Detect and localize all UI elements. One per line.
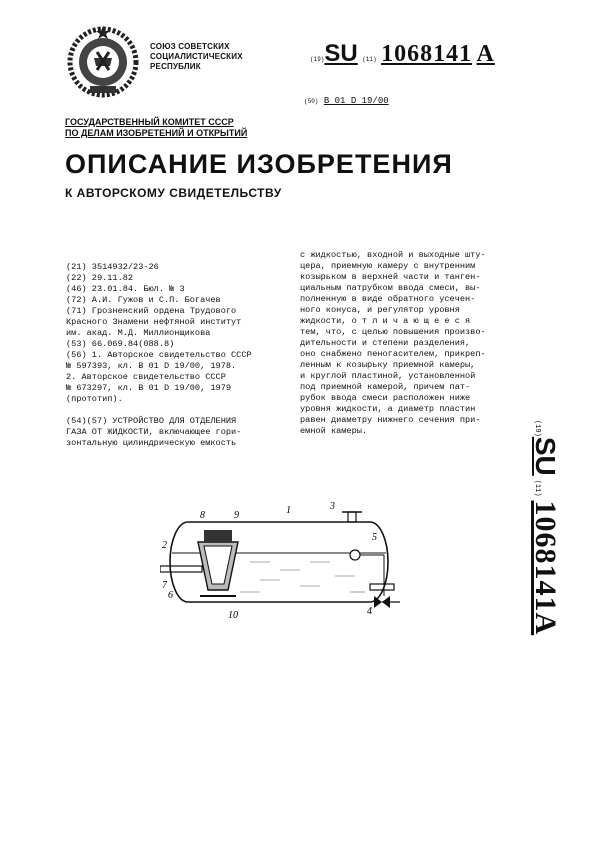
claim-line: ного конуса, и регулятор уровня xyxy=(300,305,460,315)
figure-label: 9 xyxy=(234,510,239,521)
claim-line: уровня жидкости, а диаметр пластин xyxy=(300,404,476,414)
country-code: SU xyxy=(530,436,561,476)
claim-line: ленным к козырьку приемной камеры, xyxy=(300,360,476,370)
country-code: SU xyxy=(324,40,358,67)
patent-kind: A xyxy=(529,612,562,636)
claim-line: козырьком в верхней части и танген- xyxy=(300,272,481,282)
patent-number: 1068141 xyxy=(381,41,473,67)
committee-line: ГОСУДАРСТВЕННЫЙ КОМИТЕТ СССР xyxy=(65,117,234,127)
union-line: СОЦИАЛИСТИЧЕСКИХ xyxy=(150,52,243,61)
biblio-line: Красного Знамени нефтяной институт xyxy=(66,317,242,327)
union-line: СОЮЗ СОВЕТСКИХ xyxy=(150,42,230,51)
inid-code-11: (11) xyxy=(362,56,377,63)
inlet-pipe xyxy=(160,566,202,572)
document-title: ОПИСАНИЕ ИЗОБРЕТЕНИЯ xyxy=(65,149,453,179)
vertical-patent-number xyxy=(522,420,582,700)
figure-label: 1 xyxy=(286,505,291,516)
foam-breaker xyxy=(204,530,232,542)
claim-line: рубок ввода смеси расположен ниже xyxy=(300,393,471,403)
biblio-line: зонтальную цилиндрическую емкость xyxy=(66,438,237,448)
inid-code-19: (19) xyxy=(533,420,541,437)
committee-line: ПО ДЕЛАМ ИЗОБРЕТЕНИЙ И ОТКРЫТИЙ xyxy=(65,128,248,138)
biblio-line: им. акад. М.Д. Миллионщикова xyxy=(66,328,211,338)
biblio-line: (22) 29.11.82 xyxy=(66,273,134,283)
claim-line: жидкости, о т л и ч а ю щ е е с я xyxy=(300,316,471,326)
biblio-line: № 673297, кл. B 01 D 19/00, 1979 xyxy=(66,383,232,393)
ussr-state-emblem-icon xyxy=(64,22,142,100)
claim-line: дительности и степени разделения, xyxy=(300,338,471,348)
claim-line: емной камеры. xyxy=(300,426,368,436)
biblio-line: 2. Авторское свидетельство СССР xyxy=(66,372,226,382)
patent-number-header xyxy=(310,40,495,68)
inid-code-50: (50) xyxy=(304,98,319,105)
patent-number: 1068141 xyxy=(529,500,562,613)
claim-line: полненную в виде обратного усечен- xyxy=(300,294,476,304)
ipc-classification xyxy=(304,96,389,106)
ipc-text: B 01 D 19/00 xyxy=(323,96,389,106)
union-name xyxy=(150,42,243,72)
level-regulator xyxy=(350,550,360,560)
claim-line: с жидкостью, входной и выходные шту- xyxy=(300,250,486,260)
biblio-line: (56) 1. Авторское свидетельство СССР xyxy=(66,350,252,360)
claim-line: оно снабжено пеногасителем, прикреп- xyxy=(300,349,486,359)
biblio-line xyxy=(66,405,252,416)
claim-line: под приемной камерой, причем пат- xyxy=(300,382,471,392)
claim-line: равен диаметру нижнего сечения при- xyxy=(300,415,481,425)
biblio-line: (46) 23.01.84. Бюл. № 3 xyxy=(66,284,185,294)
figure-label: 10 xyxy=(228,610,238,620)
biblio-line: (53) 66.069.84(088.8) xyxy=(66,339,175,349)
biblio-line: (72) А.И. Гужов и С.П. Богачев xyxy=(66,295,221,305)
committee-name xyxy=(65,117,247,139)
figure-label: 5 xyxy=(372,532,377,543)
claim-line: цера, приемную камеру с внутренним xyxy=(300,261,476,271)
figure-label: 8 xyxy=(200,510,205,521)
claim-line: и круглой пластиной, установленной xyxy=(300,371,476,381)
union-line: РЕСПУБЛИК xyxy=(150,62,201,71)
biblio-line: (прототип). xyxy=(66,394,123,404)
vertical-patent-number-text xyxy=(528,420,562,635)
biblio-line: № 597393, кл. B 01 D 19/00, 1978. xyxy=(66,361,237,371)
liquid-outlet xyxy=(370,584,394,590)
inid-code-19: (19) xyxy=(310,56,325,63)
biblio-line: (71) Грозненский ордена Трудового xyxy=(66,306,237,316)
figure-label: 4 xyxy=(367,606,372,617)
biblio-line: (54)(57) УСТРОЙСТВО ДЛЯ ОТДЕЛЕНИЯ xyxy=(66,416,237,426)
biblio-line: ГАЗА ОТ ЖИДКОСТИ, включающее гори- xyxy=(66,427,242,437)
bibliographic-data xyxy=(66,262,252,449)
claim-text xyxy=(300,250,486,437)
figure-label: 6 xyxy=(168,590,173,601)
separator-drawing xyxy=(160,500,410,620)
document-subtitle: К АВТОРСКОМУ СВИДЕТЕЛЬСТВУ xyxy=(65,186,282,200)
figure-label: 7 xyxy=(162,580,167,591)
figure-label: 3 xyxy=(330,501,335,512)
patent-kind: A xyxy=(476,41,495,67)
biblio-line: (21) 3514932/23-26 xyxy=(66,262,159,272)
claim-line: тем, что, с целью повышения произво- xyxy=(300,327,486,337)
gas-outlet xyxy=(348,512,356,522)
figure-label: 2 xyxy=(162,540,167,551)
inid-code-11: (11) xyxy=(533,479,541,497)
claim-line: циальным патрубком ввода смеси, вы- xyxy=(300,283,481,293)
